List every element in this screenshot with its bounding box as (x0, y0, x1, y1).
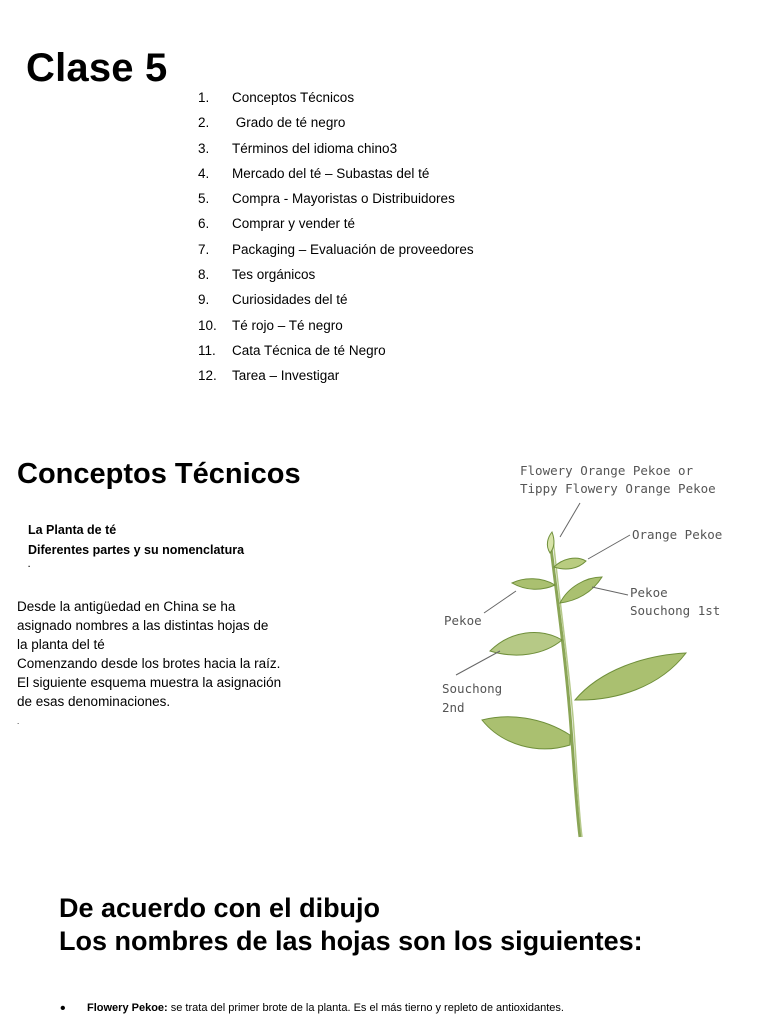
intro-paragraph (17, 597, 317, 727)
page-title: Clase 5 (26, 46, 168, 90)
according-line-1: De acuerdo con el dibujo (59, 893, 381, 923)
intro-line: Comenzando desde los brotes hacia la raíz. (17, 656, 281, 671)
label-souchong-2nd-2: 2nd (442, 700, 465, 715)
list-item: 3. Términos del idioma chino3 (198, 140, 398, 156)
list-item: • Flowery Pekoe: se trata del primer brote de la planta. Es el más tierno y repleto de antioxidantes. (60, 998, 564, 1018)
stray-dot: . (17, 717, 20, 726)
list-item: 1. Conceptos Técnicos (198, 90, 355, 105)
tea-plant-diagram (420, 455, 740, 840)
label-pekoe-souchong-2: Souchong 1st (630, 603, 721, 618)
list-item: 6. Comprar y vender té (198, 216, 356, 232)
leaf-large-left (482, 717, 570, 749)
section-title: Conceptos Técnicos (17, 458, 301, 490)
plant-heading-line-1: La Planta de té (28, 523, 117, 537)
list-item: 12. Tarea – Investigar (198, 368, 340, 384)
intro-line: la planta del té (17, 637, 105, 652)
intro-line: Desde la antigüedad en China se ha (17, 599, 236, 614)
leaf-orange-pekoe (554, 558, 586, 569)
plant-heading (28, 520, 244, 570)
list-item: 9. Curiosidades del té (198, 292, 348, 308)
label-souchong-2nd-1: Souchong (442, 681, 503, 696)
list-item: 2. Grado de té negro (198, 115, 346, 131)
list-item: 7. Packaging – Evaluación de proveedores (198, 241, 474, 257)
plant-heading-line-2: Diferentes partes y su nomenclatura (28, 543, 245, 557)
leaf-names-list (60, 998, 564, 1018)
list-item: 11. Cata Técnica de té Negro (198, 342, 386, 358)
according-line-2: Los nombres de las hojas son los siguientes: (59, 926, 643, 956)
stray-dot: . (28, 560, 31, 569)
list-item: 8. Tes orgánicos (198, 267, 316, 283)
label-orange-pekoe: Orange Pekoe (632, 527, 723, 542)
list-item: 5. Compra - Mayoristas o Distribuidores (198, 191, 455, 207)
leaf-pekoe-souchong (560, 577, 602, 603)
label-pekoe-souchong-1: Pekoe (630, 585, 668, 600)
bud (547, 532, 554, 553)
table-of-contents (198, 88, 474, 392)
label-pekoe: Pekoe (444, 613, 482, 628)
intro-line: El siguiente esquema muestra la asignación (17, 675, 282, 690)
intro-line: de esas denominaciones. (17, 694, 171, 709)
label-flowery-2: Tippy Flowery Orange Pekoe (520, 481, 716, 496)
leaf-pekoe (512, 579, 555, 590)
leaf-souchong-2nd (490, 632, 562, 655)
according-heading (59, 892, 643, 958)
intro-line: asignado nombres a las distintas hojas de (17, 618, 269, 633)
list-item: 10. Té rojo – Té negro (198, 317, 343, 333)
label-flowery-1: Flowery Orange Pekoe or (520, 463, 694, 478)
list-item: 4. Mercado del té – Subastas del té (198, 165, 430, 181)
leaf-large-right (575, 653, 686, 700)
